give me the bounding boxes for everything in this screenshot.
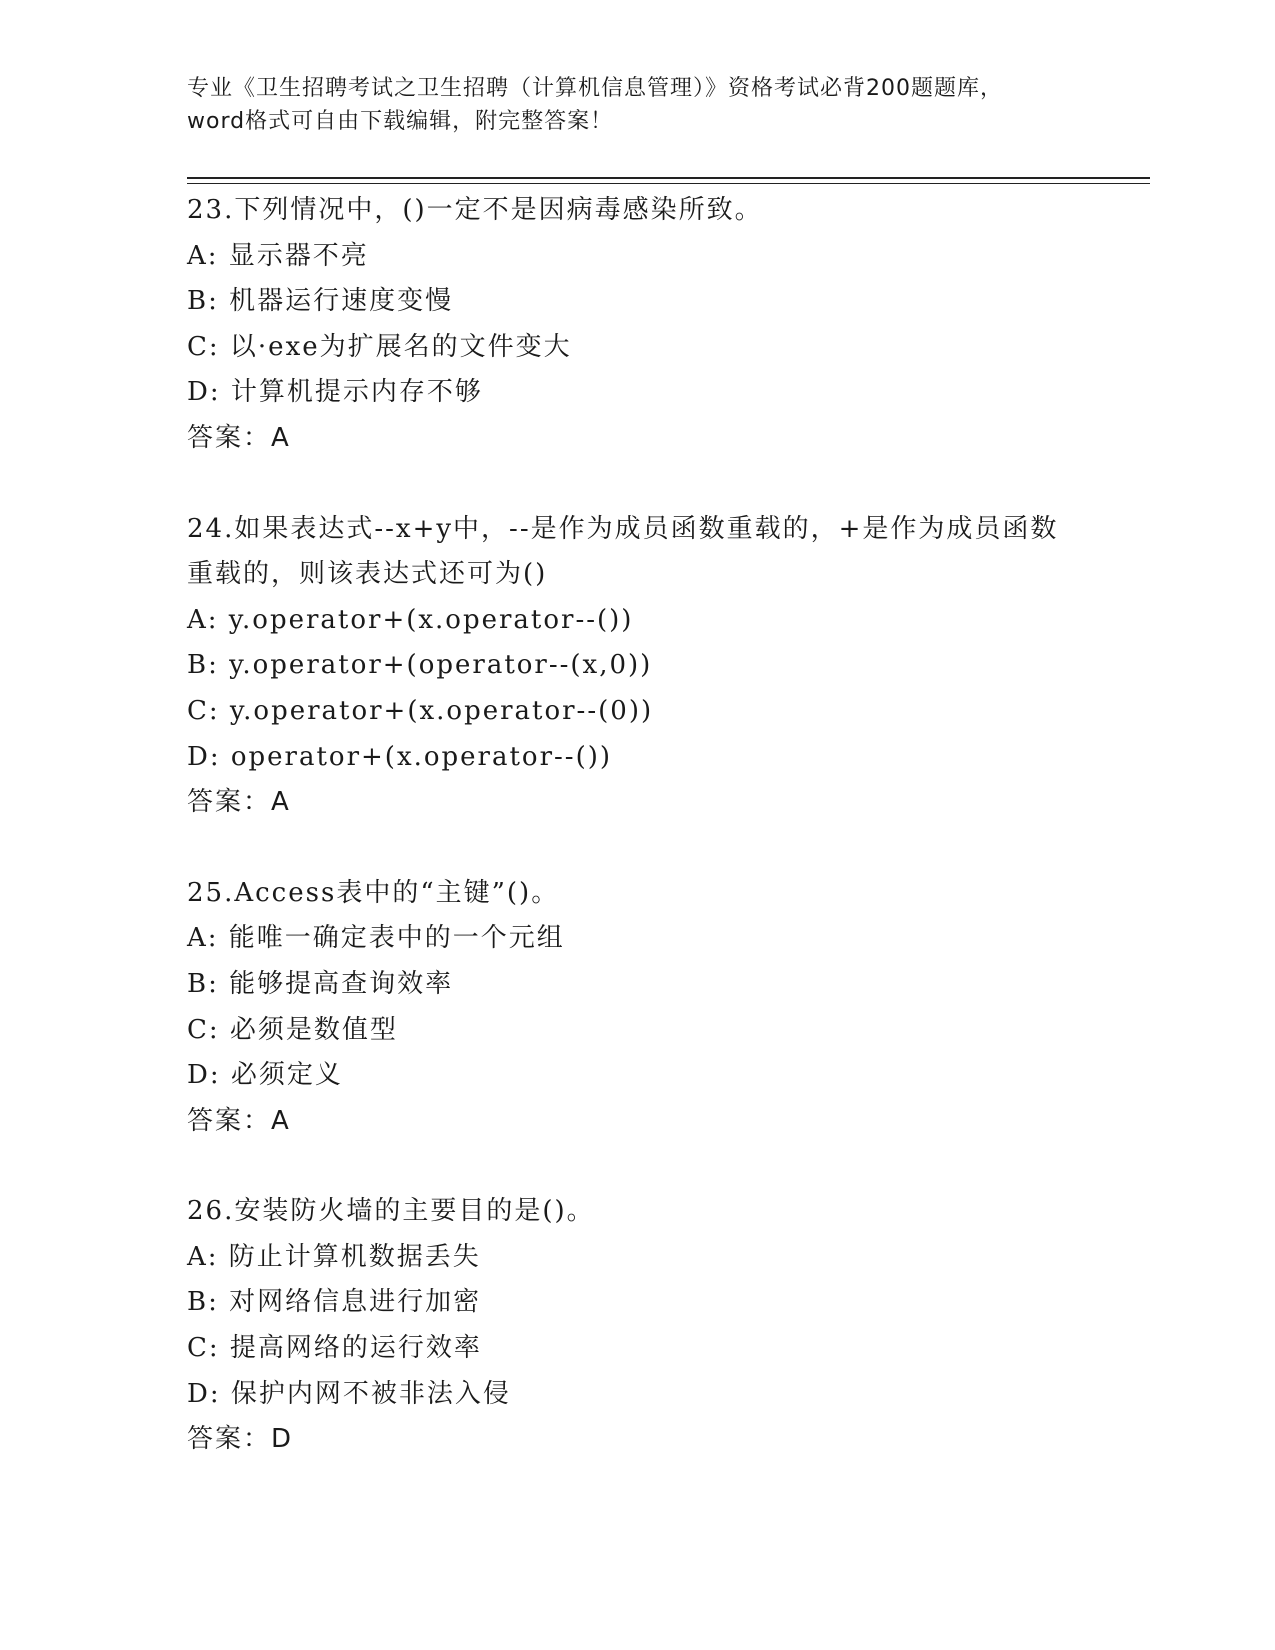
option-c: C: 必须是数值型 — [187, 1014, 398, 1045]
header-title-line-1: 专业《卫生招聘考试之卫生招聘（计算机信息管理）》资格考试必背200题题库， — [187, 76, 1003, 101]
option-a: A: 显示器不亮 — [187, 240, 369, 271]
option-d: D: 必须定义 — [187, 1060, 343, 1091]
header-title-line-2: word格式可自由下载编辑，附完整答案！ — [187, 109, 614, 134]
document-header — [187, 72, 1087, 138]
header-divider-thick — [187, 177, 1150, 179]
answer-label: 答案：D — [187, 1424, 294, 1455]
answer-label: 答案：A — [187, 1105, 291, 1136]
option-b: B: 能够提高查询效率 — [187, 968, 454, 999]
question-stem: 25.Access表中的“主键”()。 — [187, 877, 560, 908]
question-26 — [187, 1189, 1087, 1463]
question-list — [187, 188, 1087, 1508]
question-24 — [187, 507, 1087, 826]
option-b: B: 机器运行速度变慢 — [187, 286, 454, 317]
option-b: B: y.operator+(operator--(x,0)) — [187, 650, 653, 681]
option-d: D: 计算机提示内存不够 — [187, 377, 483, 408]
question-25 — [187, 871, 1087, 1145]
option-c: C: y.operator+(x.operator--(0)) — [187, 695, 654, 726]
option-c: C: 提高网络的运行效率 — [187, 1333, 482, 1364]
answer-label: 答案：A — [187, 422, 291, 453]
option-c: C: 以·exe为扩展名的文件变大 — [187, 331, 572, 362]
option-a: A: 能唯一确定表中的一个元组 — [187, 923, 565, 954]
option-b: B: 对网络信息进行加密 — [187, 1287, 482, 1318]
option-a: A: 防止计算机数据丢失 — [187, 1241, 481, 1272]
question-23 — [187, 188, 1087, 462]
option-d: D: operator+(x.operator--()) — [187, 741, 613, 772]
question-stem-continued: 重载的，则该表达式还可为() — [187, 559, 548, 590]
option-a: A: y.operator+(x.operator--()) — [187, 604, 634, 635]
option-d: D: 保护内网不被非法入侵 — [187, 1378, 511, 1409]
question-stem: 23.下列情况中，()一定不是因病毒感染所致。 — [187, 195, 763, 225]
question-stem: 26.安装防火墙的主要目的是()。 — [187, 1196, 595, 1227]
header-divider-thin — [187, 183, 1150, 184]
question-stem: 24.如果表达式--x+y中，--是作为成员函数重载的，+是作为成员函数 — [187, 513, 1059, 544]
answer-label: 答案：A — [187, 787, 291, 818]
